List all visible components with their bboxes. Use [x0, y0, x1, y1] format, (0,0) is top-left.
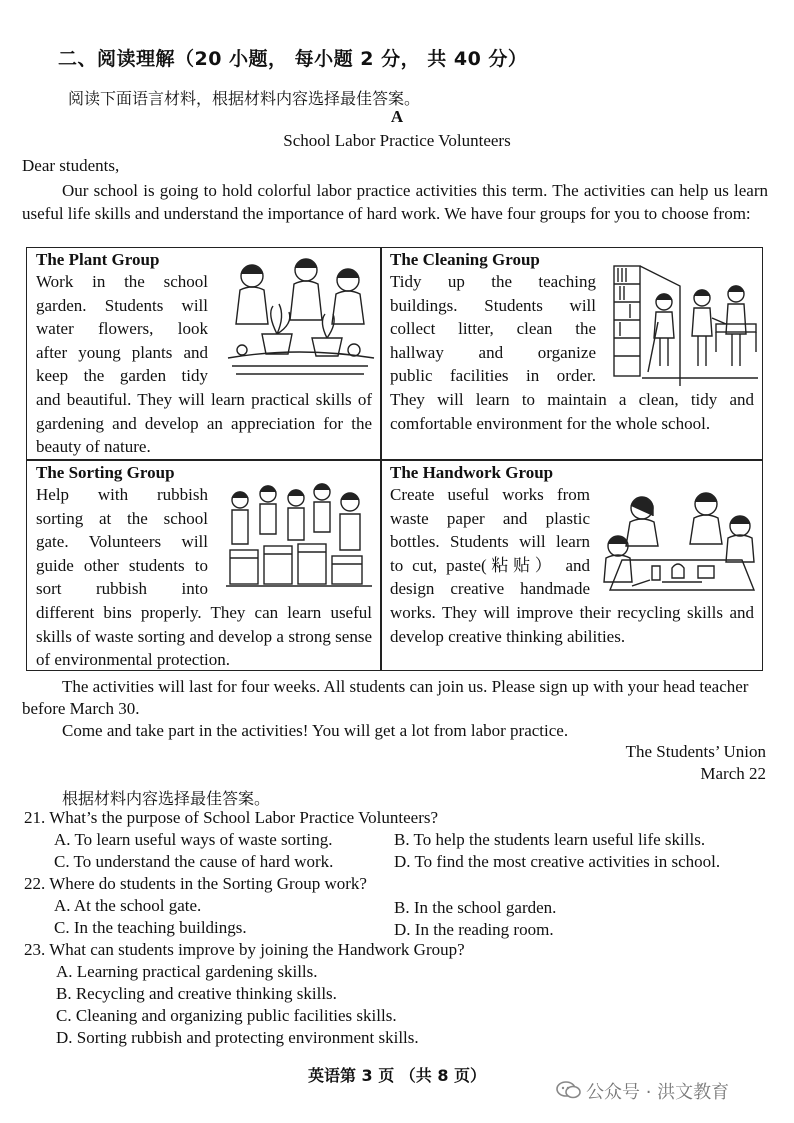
text-line: hallway and organize: [390, 342, 596, 362]
text-line: collect litter, clean the: [390, 319, 596, 339]
text-line: guide other students to: [36, 555, 208, 575]
table-divider-horizontal: [26, 459, 763, 461]
text-line: waste paper and plastic: [390, 508, 590, 528]
page-footer: 英语第 3 页 （共 8 页）: [307, 1066, 487, 1085]
text-line: after young plants and: [36, 342, 208, 362]
text-line: sort rubbish into: [36, 579, 208, 599]
question-21-option-c: C. To understand the cause of hard work.: [54, 852, 334, 871]
text-line: water flowers, look: [36, 319, 208, 339]
question-23-option-c: C. Cleaning and organizing public facilities skills.: [56, 1006, 397, 1025]
paragraph-2: The activities will last for four weeks. All students can join us. Please sign up with your head teacher before March 30.: [22, 677, 749, 718]
intro-paragraph: Our school is going to hold colorful labor practice activities this term. The activities can help us learn useful life skills and understand the importance of hard work. We have four groups for you to choose from:: [22, 181, 768, 223]
question-instruction: 根据材料内容选择最佳答案。: [62, 789, 271, 808]
handwork-group-text-narrow: [390, 483, 590, 601]
question-22-option-d: D. In the reading room.: [394, 920, 554, 939]
text-line: design creative handmade: [390, 579, 590, 599]
question-22-option-c: C. In the teaching buildings.: [54, 918, 247, 937]
question-23-option-d: D. Sorting rubbish and protecting environment skills.: [56, 1028, 419, 1047]
text-line: buildings. Students will: [390, 295, 596, 315]
text-line: to cut, paste(粘贴） and: [390, 555, 590, 575]
signer: The Students’ Union: [625, 742, 766, 761]
text-line: public facilities in order.: [390, 366, 596, 386]
passage-title: School Labor Practice Volunteers: [283, 131, 511, 150]
text-line: Work in the school: [36, 272, 208, 291]
sorting-group-text-narrow: [36, 483, 208, 601]
text-line: Tidy up the teaching: [390, 272, 596, 291]
plant-group-title: The Plant Group: [36, 250, 160, 269]
text-line: Help with rubbish: [36, 485, 208, 504]
question-21-option-b: B. To help the students learn useful life skills.: [394, 830, 706, 849]
question-21-option-a: A. To learn useful ways of waste sorting.: [54, 830, 333, 849]
paragraph-3: Come and take part in the activities! You will get a lot from labor practice.: [62, 721, 569, 740]
question-21: 21. What’s the purpose of School Labor Practice Volunteers?: [24, 808, 439, 827]
salutation: Dear students,: [22, 156, 120, 175]
text-line: keep the garden tidy: [36, 366, 208, 386]
text-line: garden. Students will: [36, 295, 208, 315]
plant-group-illustration-icon: [222, 254, 376, 384]
cleaning-group-illustration-icon: [612, 262, 760, 386]
question-23-option-a: A. Learning practical gardening skills.: [56, 962, 318, 981]
passage-letter: A: [390, 107, 404, 126]
plant-group-text-wide: and beautiful. They will learn practical skills of gardening and develop an appreciation for the beauty of nature.: [36, 389, 372, 457]
text-line: bottles. Students will learn: [390, 532, 590, 552]
watermark-text: 公众号 · 洪文教育: [586, 1082, 730, 1103]
question-22-option-b: B. In the school garden.: [394, 898, 557, 917]
handwork-group-title: The Handwork Group: [390, 463, 554, 482]
question-23-option-b: B. Recycling and creative thinking skills.: [56, 984, 337, 1003]
question-21-option-d: D. To find the most creative activities in school.: [394, 852, 721, 871]
cleaning-group-text-narrow: [390, 270, 596, 388]
text-line: Create useful works from: [390, 485, 590, 504]
section-instruction: 阅读下面语言材料，根据材料内容选择最佳答案。: [68, 89, 421, 108]
sorting-group-text-wide: different bins properly. They can learn useful skills of waste sorting and develop a strong sense of environmental protection.: [36, 602, 372, 670]
plant-group-text-narrow: [36, 270, 208, 388]
section-title: 二、阅读理解（20 小题， 每小题 2 分， 共 40 分）: [58, 48, 528, 70]
question-23: 23. What can students improve by joining the Handwork Group?: [24, 940, 465, 959]
handwork-group-illustration-icon: [602, 486, 760, 604]
text-line: sorting at the school: [36, 508, 208, 528]
question-22-option-a: A. At the school gate.: [54, 896, 202, 915]
sorting-group-title: The Sorting Group: [36, 463, 175, 482]
letter-date: March 22: [700, 764, 766, 783]
sorting-group-illustration-icon: [222, 480, 376, 592]
handwork-group-text-wide: works. They will improve their recycling skills and develop creative thinking abilities.: [390, 602, 754, 646]
cleaning-group-text-wide: They will learn to maintain a clean, tidy and comfortable environment for the whole school.: [390, 389, 754, 433]
question-22: 22. Where do students in the Sorting Group work?: [24, 874, 367, 893]
text-line: gate. Volunteers will: [36, 532, 208, 552]
wechat-icon: [556, 1080, 582, 1100]
cleaning-group-title: The Cleaning Group: [390, 250, 540, 269]
